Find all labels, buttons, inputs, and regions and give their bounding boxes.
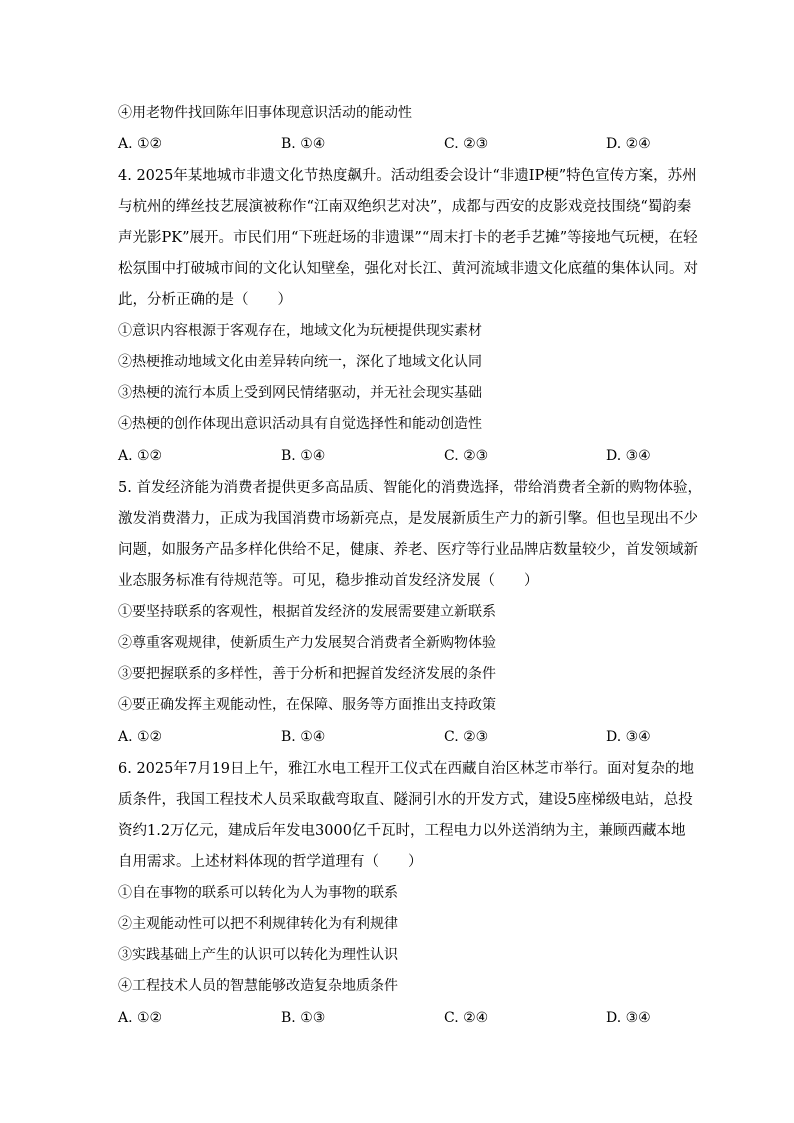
q4-item-4: ④热梗的创作体现出意识活动具有自觉选择性和能动创造性 bbox=[118, 416, 482, 432]
q5-stem-line: 业态服务标准有待规范等。可见，稳步推动首发经济发展（ ） bbox=[118, 573, 539, 589]
q4-item-2: ②热梗推动地域文化由差异转向统一，深化了地域文化认同 bbox=[118, 354, 482, 370]
q6-stem-line: 质条件，我国工程技术人员采取截弯取直、隧洞引水的开发方式，建设5座梯级电站，总投 bbox=[118, 792, 693, 808]
q5-item-2: ②尊重客观规律，使新质生产力发展契合消费者全新购物体验 bbox=[118, 635, 496, 651]
q4-option-d: D. ③④ bbox=[606, 448, 651, 464]
q6-option-c: C. ②④ bbox=[444, 1010, 489, 1026]
q5-item-1: ①要坚持联系的客观性，根据首发经济的发展需要建立新联系 bbox=[118, 604, 496, 620]
q5-option-c: C. ②③ bbox=[444, 729, 489, 745]
q6-stem-line: 6. 2025年7月19日上午，雅江水电工程开工仪式在西藏自治区林芝市举行。面对复杂的地 bbox=[118, 761, 695, 777]
q4-stem-line: 此，分析正确的是（ ） bbox=[118, 292, 292, 308]
q4-stem-line: 4. 2025年某地城市非遗文化节热度飙升。活动组委会设计“非遗IP梗”特色宣传方案，苏州 bbox=[118, 168, 697, 184]
q3-option-c: C. ②③ bbox=[444, 136, 489, 152]
q4-item-3: ③热梗的流行本质上受到网民情绪驱动，并无社会现实基础 bbox=[118, 385, 482, 401]
q4-option-a: A. ①② bbox=[118, 448, 163, 464]
q3-item-4: ④用老物件找回陈年旧事体现意识活动的能动性 bbox=[118, 105, 412, 121]
q6-stem-line: 自用需求。上述材料体现的哲学道理有（ ） bbox=[118, 854, 423, 870]
q4-stem-line: 松氛围中打破城市间的文化认知壁垒，强化对长江、黄河流域非遗文化底蕴的集体认同。对 bbox=[118, 261, 698, 277]
q6-stem-line: 资约1.2万亿元，建成后年发电3000亿千瓦时，工程电力以外送消纳为主，兼顾西藏本地 bbox=[118, 823, 686, 839]
q4-stem-line: 声光影PK”展开。市民们用“下班赶场的非遗课”“周末打卡的老手艺摊”等接地气玩梗，在轻 bbox=[118, 230, 698, 246]
q3-option-b: B. ①④ bbox=[281, 136, 326, 152]
q6-option-b: B. ①③ bbox=[281, 1010, 326, 1026]
q3-option-a: A. ①② bbox=[118, 136, 163, 152]
q6-item-2: ②主观能动性可以把不利规律转化为有利规律 bbox=[118, 916, 398, 932]
q4-stem-line: 与杭州的缂丝技艺展演被称作“江南双绝织艺对决”，成都与西安的皮影戏竞技围绕“蜀韵秦 bbox=[118, 199, 692, 215]
q5-stem-line: 激发消费潜力，正成为我国消费市场新亮点，是发展新质生产力的新引擎。但也呈现出不少 bbox=[118, 511, 698, 527]
q5-stem-line: 5. 首发经济能为消费者提供更多高品质、智能化的消费选择，带给消费者全新的购物体验， bbox=[118, 480, 702, 496]
q5-option-b: B. ①④ bbox=[281, 729, 326, 745]
q6-option-d: D. ③④ bbox=[606, 1010, 651, 1026]
q5-option-d: D. ③④ bbox=[606, 729, 651, 745]
q4-option-b: B. ①④ bbox=[281, 448, 326, 464]
q4-option-c: C. ②③ bbox=[444, 448, 489, 464]
q3-option-d: D. ②④ bbox=[606, 136, 651, 152]
q5-item-3: ③要把握联系的多样性，善于分析和把握首发经济发展的条件 bbox=[118, 666, 496, 682]
q6-item-4: ④工程技术人员的智慧能够改造复杂地质条件 bbox=[118, 978, 398, 994]
q6-item-1: ①自在事物的联系可以转化为人为事物的联系 bbox=[118, 885, 398, 901]
q5-item-4: ④要正确发挥主观能动性，在保障、服务等方面推出支持政策 bbox=[118, 697, 496, 713]
q4-item-1: ①意识内容根源于客观存在，地域文化为玩梗提供现实素材 bbox=[118, 323, 482, 339]
q5-option-a: A. ①② bbox=[118, 729, 163, 745]
q6-option-a: A. ①② bbox=[118, 1010, 163, 1026]
q5-stem-line: 问题，如服务产品多样化供给不足，健康、养老、医疗等行业品牌店数量较少，首发领域新 bbox=[118, 542, 698, 558]
q6-item-3: ③实践基础上产生的认识可以转化为理性认识 bbox=[118, 947, 398, 963]
